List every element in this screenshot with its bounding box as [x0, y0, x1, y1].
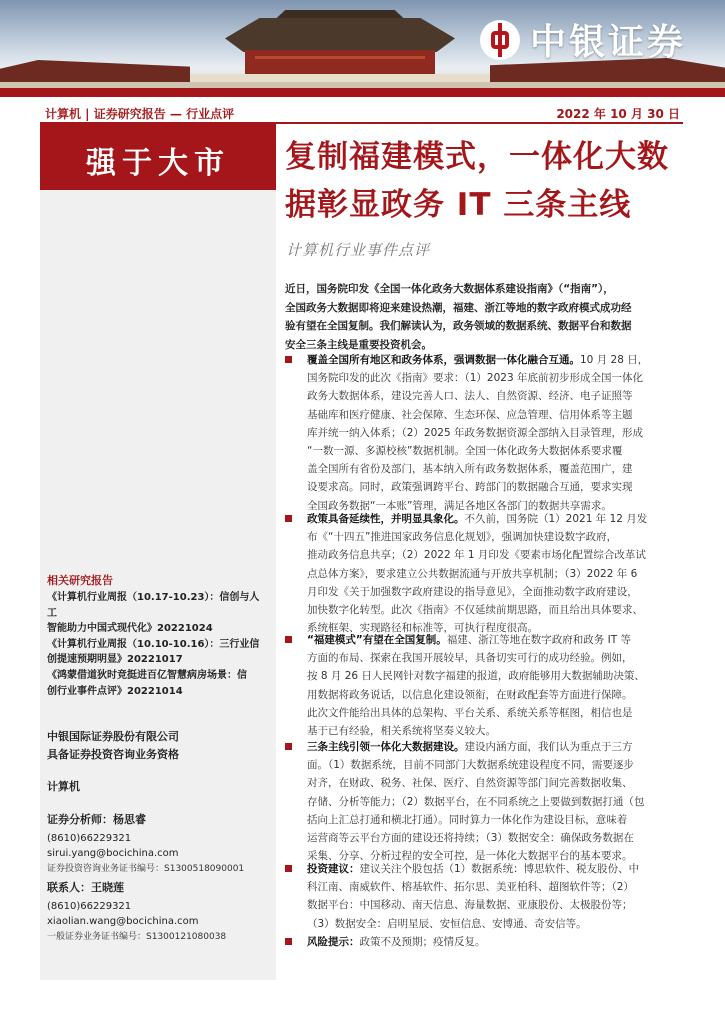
- bullet-lead: 三条主线引领一体化大数据建设。: [307, 741, 465, 753]
- summary-line: 验有望在全国复制。我们解读认为，政务领域的数据系统、数据平台和数据: [285, 320, 632, 333]
- org-qualification: 具备证券投资咨询业务资格: [47, 748, 179, 761]
- bullet-line: 国务院印发的此次《指南》要求：（1）2023 年底前初步形成全国一体化: [307, 372, 643, 385]
- report-category: 计算机 | 证券研究报告 — 行业点评: [45, 107, 235, 121]
- bullet-line: 月印发《关于加强数字政府建设的指导意见》，全面推动数字政府建设，: [307, 585, 638, 598]
- bullet-line: 库并统一纳入体系；（2）2025 年政务数据资源全部纳入目录管理，形成: [307, 426, 643, 439]
- bullet-line: 用数据将政务说话，以信息化建设领衔，在财政配套等方面进行保障。: [307, 688, 633, 701]
- related-reports-list: [47, 590, 267, 699]
- org-name: 中银国际证券股份有限公司: [47, 730, 179, 743]
- bullet-lead: 风险提示：: [307, 936, 360, 948]
- report-title: [285, 133, 695, 229]
- rating-box: [40, 124, 276, 190]
- related-report-line: 创行业事件点评》20221014: [47, 685, 183, 697]
- bullet-line: 基于已有经验，相关系统将坚奏义较大。: [307, 725, 496, 738]
- bullet-square-icon: [285, 865, 292, 872]
- bullet-line: 科江南、南威软件、榕基软件、拓尔思、美亚柏科、超图软件等；（2）: [307, 881, 634, 894]
- banner-hall: [245, 50, 435, 75]
- summary-line: 安全三条主线是重要投资机会。: [285, 338, 432, 351]
- bullet-line: 基础库和医疗健康、社会保障、生态环保、应急管理、信用体系等主题: [307, 408, 633, 421]
- brand-logo: [480, 14, 686, 65]
- bullet-line: 推动政务信息共享；（2）2022 年 1 月印发《要素市场化配置综合改革试: [307, 549, 646, 562]
- analyst-cert: 证券投资咨询业务证书编号：S1300518090001: [47, 863, 245, 874]
- sector-label: 计算机: [47, 780, 80, 793]
- bullet-line: 盖全国所有省份及部门，基本纳入所有政务数据体系，覆盖范围广，建: [307, 463, 633, 476]
- bullet-point: [285, 631, 687, 740]
- bullet-line: 建议关注个股包括（1）数据系统：博思软件、税友股份、中: [359, 863, 640, 875]
- bullet-lead: 政策具备延续性，并明显具象化。: [307, 513, 465, 525]
- bullet-point: [285, 510, 687, 637]
- related-report-line: 《计算机行业周报（10.10-10.16）：三行业信: [47, 638, 260, 650]
- banner-red-bar: [0, 88, 725, 97]
- boc-logo-icon: [480, 20, 520, 60]
- contact-email: xiaolian.wang@bocichina.com: [47, 916, 199, 927]
- bullet-line: 布《“十四五”推进国家政务信息化规划》，强调加快建设数字政府，: [307, 531, 618, 544]
- bullet-line: 运营商等云平台方面的建设还将持续；（3）数据安全：确保政务数据在: [307, 832, 634, 845]
- bullet-line: 建设内涵方面，我们认为重点于三方: [464, 741, 633, 753]
- related-reports-heading: 相关研究报告: [47, 574, 113, 587]
- bullet-line: 此次文件能给出具体的总架构、平台关系、系统关系等框图，相信也是: [307, 706, 633, 719]
- summary-line: 全国政务大数据即将迎来建设热潮，福建、浙江等地的数字政府模式成功经: [285, 301, 632, 314]
- bullet-line: 加快数字化转型。此次《指南》不仅延续前期思路，而且给出具体要求、: [307, 604, 643, 617]
- bullet-line: 面。（1）数据系统，目前不同部门大数据系统建设程度不同，需要逐步: [307, 759, 634, 772]
- bullet-point: [285, 351, 687, 515]
- bullet-line: 采集、分享、分析过程的安全可控，是一体化大数据平台的基本要求。: [307, 850, 633, 863]
- bullet-line: 福建、浙江等地在数字政府和政务 IT 等: [446, 634, 631, 646]
- bullet-line: 对齐，在财政、税务、社保、医疗、自然资源等部门间完善数据收集、: [307, 777, 633, 790]
- summary-paragraph: [285, 280, 685, 354]
- bullet-lead: 投资建议：: [307, 863, 360, 875]
- bullet-point: [285, 738, 687, 865]
- bullet-lead: 覆盖全国所有地区和政务体系，强调数据一体化融合互通。: [307, 354, 580, 366]
- banner-left-wing: [0, 60, 190, 82]
- bullet-line: 存储、分析等能力；（2）数据平台，在不同系统之上要做到数据打通（包: [307, 795, 645, 808]
- bullet-line: （3）数据安全：启明星辰、安恒信息、安博通、奇安信等。: [307, 917, 587, 930]
- contact-cert: 一般证券业务证书编号：S1300121080038: [47, 931, 227, 942]
- bullet-line: 方面的布局、探索在我国开展较早，具备切实可行的成功经验。例如，: [307, 652, 633, 665]
- bullet-line: 括向上汇总打通和横北打通）。同时算力一体化作为建设目标，意味着: [307, 813, 628, 826]
- summary-line: 近日，国务院印发《全国一体化政务大数据体系建设指南》（“指南”），: [285, 283, 614, 295]
- related-report-line: 《鸿蒙借道狄时竞挺进百亿智慧病房场景：信: [47, 669, 247, 681]
- analyst-phone: (8610)66229321: [47, 832, 132, 844]
- bullet-line: 政策不及预期；疫情反复。: [359, 936, 486, 948]
- bullet-line: 政务大数据体系，建设完善人口、法人、自然资源、经济、电子证照等: [307, 390, 633, 403]
- bullet-line: 不久前，国务院（1）2021 年 12 月发: [464, 513, 648, 525]
- title-line: 据彰显政务 IT 三条主线: [285, 187, 632, 223]
- related-report-line: 智能助力中国式现代化》20221024: [47, 623, 213, 635]
- bullet-line: “一数一源、多源校核”数据机制。全国一体化政务大数据体系要求覆: [307, 445, 623, 458]
- report-date: 2022 年 10 月 30 日: [556, 107, 680, 121]
- rating-label: 强于大市: [86, 146, 230, 181]
- bullet-line: 设要求高。同时，政策强调跨平台、跨部门的数据融合互通，要求实现: [307, 481, 633, 494]
- bullet-square-icon: [285, 636, 292, 643]
- contact-person: [47, 880, 272, 945]
- organization-info: [47, 728, 267, 764]
- bullet-square-icon: [285, 356, 292, 363]
- contact-phone: (8610)66229321: [47, 900, 132, 912]
- brand-name: 中银证券: [530, 22, 687, 63]
- banner-main-roof: [225, 18, 455, 52]
- bullet-point: [285, 860, 687, 933]
- contact-name: 联系人：王晓莲: [47, 881, 124, 894]
- bullet-line: 数据平台：中国移动、南天信息、海量数据、亚康股份、太极股份等；: [307, 899, 633, 912]
- related-report-line: 《计算机行业周报（10.17-10.23）：信创与人工: [47, 592, 260, 619]
- bullet-square-icon: [285, 515, 292, 522]
- bullet-line: 按 8 月 26 日人民网针对数字福建的报道，政府能够用大数据辅助决策、: [307, 670, 645, 683]
- report-subtitle: 计算机行业事件点评: [286, 241, 431, 259]
- bullet-square-icon: [285, 938, 292, 945]
- analyst-email: sirui.yang@bocichina.com: [47, 848, 179, 859]
- bullet-line: 点总体方案》，要求建立公共数据流通与开放共享机制；（3）2022 年 6: [307, 567, 638, 580]
- analyst-name: 证券分析师：杨思睿: [47, 813, 146, 826]
- bullet-lead: “福建模式”有望在全国复制。: [307, 634, 447, 646]
- bullet-point: [285, 933, 687, 951]
- bullet-square-icon: [285, 743, 292, 750]
- bullet-line: 10 月 28 日，: [580, 354, 649, 366]
- title-line: 复制福建模式，一体化大数: [285, 139, 669, 175]
- related-report-line: 创提速预期明显》20221017: [47, 654, 183, 666]
- analyst-contact: [47, 812, 272, 877]
- header-banner: [0, 0, 725, 97]
- bullet-line: 系统框架、实现路径和标准等，可执行程度很高。: [307, 622, 538, 635]
- bullet-line: 全国政务数据“一本账”管理，满足各地区各部门的数据共享需求。: [307, 499, 612, 512]
